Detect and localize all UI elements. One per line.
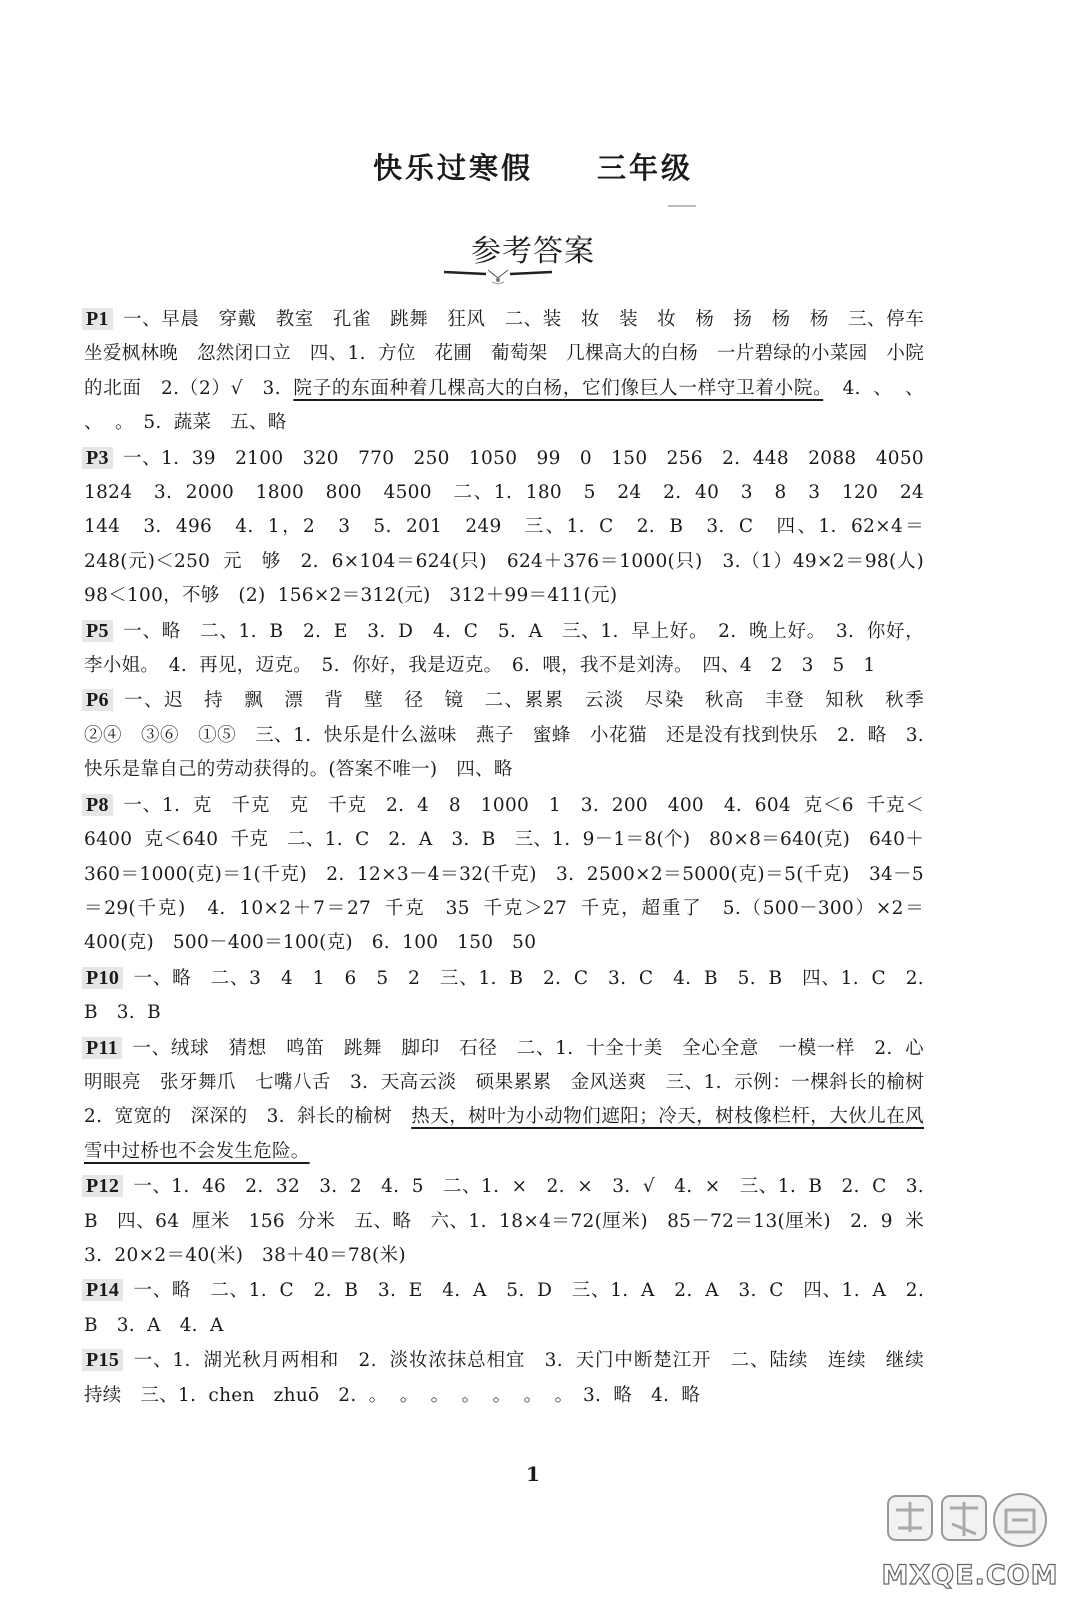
answer-text: 一、1. 39 2100 320 770 250 1050 99 0 150 256 2. 448 2088 4050 1824 3. 2000 1800 800 4500 二、1. 180 5 24 2. 40 3 8 3 120 24 144 3. 496 4. 1，2 3 5. 201 249 三、1. C 2. B 3. C 四、1. 62×4＝248(元)＜250 元 够 2. 6×104＝624(只) 624＋376＝1000(只) 3.（1）49×2＝98(人) 98＜100，不够 (2) 156×2＝312(元) 312＋99＝411(元) [84,447,943,607]
answer-text: 一、1. 克 千克 克 千克 2. 4 8 1000 1 3. 200 400 4. 604 克＜6 千克＜6400 克＜640 千克 二、1. C 2. A 3. B 三、1. 9－1＝8(个) 80×8＝640(克) 640＋360＝1000(克)＝1(千克) 2. 12×3－4＝32(千克) 3. 2500×2＝5000(克)＝5(千克) 34－5＝29(千克) 4. 10×2＋7＝27 千克 35 千克＞27 千克，超重了 5.（500－300）×2＝400(克) 500－400＝100(克) 6. 100 150 50 [84,794,924,954]
answer-section-p6 [84,683,943,787]
answer-section-p5 [84,614,924,684]
watermark-site: MXQE.COM [881,1560,1059,1591]
answer-text: 一、早晨 穿戴 教室 孔雀 跳舞 狂风 二、装 妆 装 妆 杨 扬 杨 杨 三、停车坐爱枫林晚 忽然闭口立 四、1. 方位 花圃 葡萄架 几棵高大的白杨 一片碧绿的小菜园 小院的北面 2.（2）√ 3. [84,309,924,399]
page-label: P8 [82,794,113,816]
answer-content [84,302,943,1413]
answer-section-p15 [84,1343,943,1413]
underlined-answer: 热天，树叶为小动物们遮阳；冷天，树枝像栏杆，大伙儿在风雪中过桥也不会发生危险。 [84,1106,924,1162]
answer-text: 一、迟 持 飘 漂 背 壁 径 镜 二、累累 云淡 尽染 秋高 丰登 知秋 秋季 ②④ ③⑥ ①⑤ 三、1. 快乐是什么滋味 燕子 蜜蜂 小花猫 还是没有找到快乐 2. 略 3. 快乐是靠自己的劳动获得的。(答案不唯一) 四、略 [84,690,943,781]
page-label: P3 [82,447,113,469]
answer-text: 一、略 二、1. C 2. B 3. E 4. A 5. D 三、1. A 2. A 3. C 四、1. A 2. B 3. A 4. A [84,1280,924,1336]
page-label: P10 [82,967,123,989]
answer-section-p3 [84,441,943,614]
page-label: P15 [82,1349,123,1371]
page-title: 快乐过寒假 三年级 [372,151,693,185]
answer-section-p12 [84,1169,943,1273]
answer-section-p14 [84,1273,924,1343]
answer-text: 一、1. 46 2. 32 3. 2 4. 5 二、1. × 2. × 3. √ 4. × 三、1. B 2. C 3. B 四、64 厘米 156 分米 五、略 六、1. 18×4＝72(厘米) 85－72＝13(厘米) 2. 9 米 3. 20×2＝40(米) 38＋40＝78(米) [84,1176,943,1266]
page-label: P14 [82,1279,123,1301]
answer-section-p10 [84,961,924,1031]
answer-key-heading: 参考答案 [471,234,595,269]
answer-text: 一、1. 湖光秋月两相和 2. 淡妆浓抹总相宜 3. 天门中断楚江开 二、陆续 连续 继续 持续 三、1. chen zhuō 2. 。 。 。 。 。 。 。 3. 略 4. 略 [84,1350,943,1406]
answer-text: 4. 、 、 、 。 5. 蔬菜 五、略 [84,377,925,434]
page-label: P6 [82,689,113,711]
answer-section-p1 [84,302,924,441]
watermark-logo-icon [880,1488,1060,1566]
answer-text: 一、略 二、3 4 1 6 5 2 三、1. B 2. C 3. C 4. B 5. B 四、1. C 2. B 3. B [84,967,924,1024]
answer-section-p11 [84,1031,943,1170]
answer-text: 一、绒球 猜想 鸣笛 跳舞 脚印 石径 二、1. 十全十美 全心全意 一模一样 2. 心明眼亮 张牙舞爪 七嘴八舌 3. 天高云淡 硕果累累 金风送爽 三、1. 示例：一棵斜长的榆树 2. 宽宽的 深深的 3. 斜长的榆树 [84,1037,943,1128]
page-number: 1 [526,1462,540,1486]
page-label: P12 [82,1175,123,1197]
page-label: P11 [82,1037,122,1059]
page-label: P1 [82,308,113,330]
watermark [880,1488,1060,1596]
underlined-answer: 院子的东面种着几棵高大的白杨，它们像巨人一样守卫着小院。 [293,377,824,399]
decorative-dash [668,205,696,207]
heading-ornament-icon [440,264,556,286]
page-label: P5 [82,620,113,642]
answer-section-p8 [84,788,924,961]
answer-text: 一、略 二、1. B 2. E 3. D 4. C 5. A 三、1. 早上好。 2. 晚上好。 3. 你好，李小姐。 4. 再见，迈克。 5. 你好，我是迈克。 6. 喂，我不是刘涛。 四、4 2 3 5 1 [84,620,924,677]
